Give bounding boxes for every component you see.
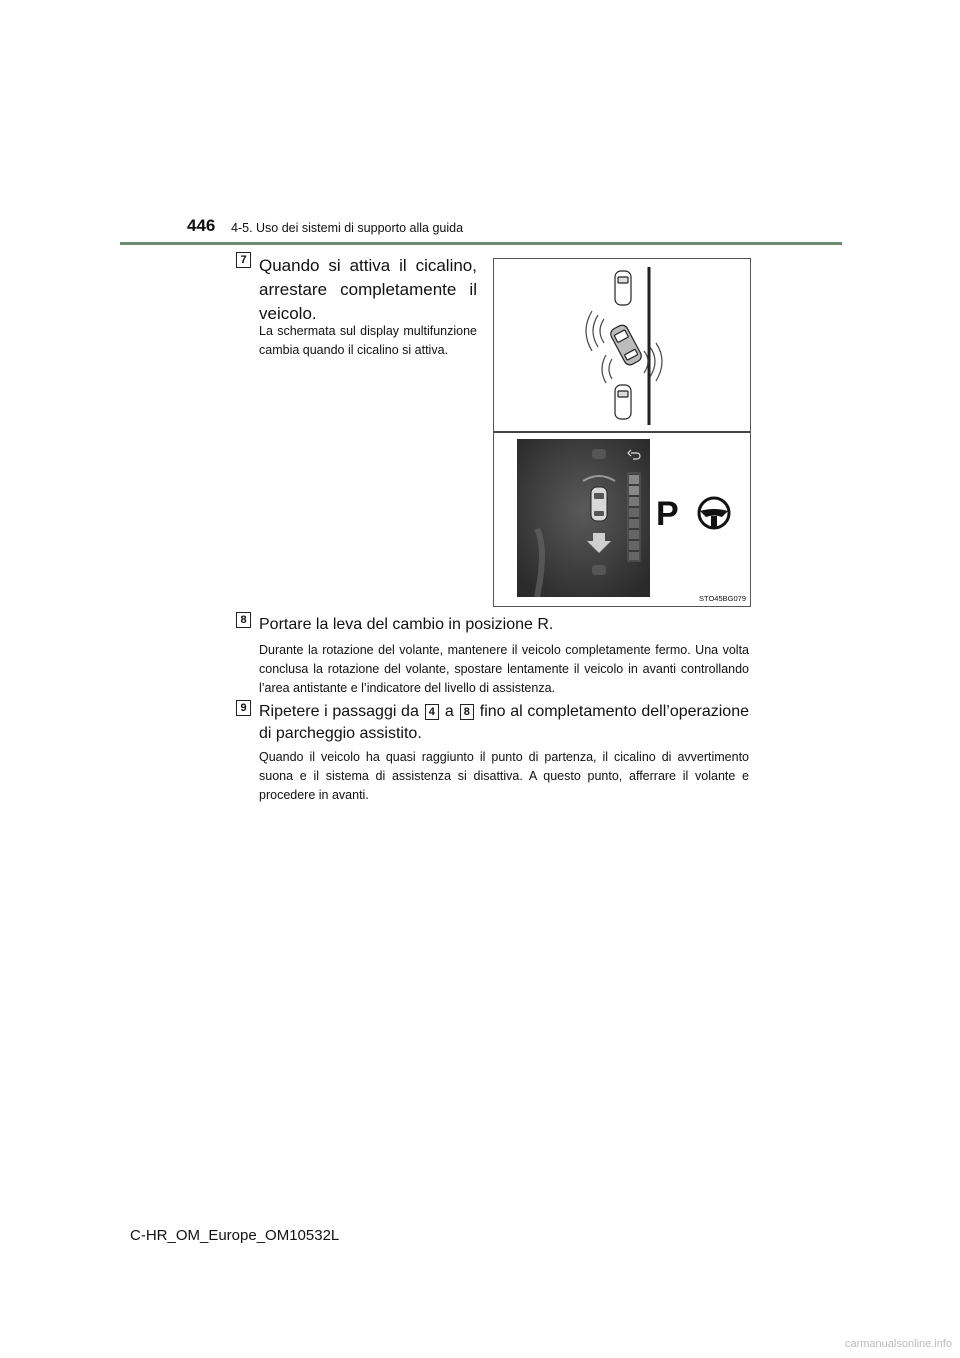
multi-info-display bbox=[517, 439, 650, 597]
heading-part: Ripetere i passaggi da bbox=[259, 703, 419, 720]
step-heading: Portare la leva del cambio in posizione R. bbox=[259, 616, 554, 633]
step-heading: Quando si attiva il cicalino, arrestare completamente il veicolo. bbox=[259, 256, 477, 323]
step-badge: 9 bbox=[236, 700, 251, 716]
section-title: 4-5. Uso dei sistemi di supporto alla guida bbox=[231, 221, 464, 235]
steering-wheel-icon bbox=[699, 498, 729, 528]
car-icon bbox=[609, 271, 644, 419]
document-id: C-HR_OM_Europe_OM10532L bbox=[130, 1227, 340, 1244]
heading-part: fino al completamento dell’operazione di parcheggio assistito. bbox=[259, 703, 749, 742]
park-assist-indicator bbox=[654, 493, 734, 533]
step-body: Quando il veicolo ha quasi raggiunto il punto di partenza, il cicalino di avvertimento suona e il sistema di assistenza si disattiva. A questo punto, afferrare il volante e procedere in avanti. bbox=[259, 750, 749, 802]
car-icon bbox=[591, 487, 607, 521]
step-badge: 8 bbox=[236, 612, 251, 628]
park-letter: P bbox=[656, 495, 679, 533]
heading-part: a bbox=[444, 703, 454, 720]
step-ref-badge: 4 bbox=[425, 704, 439, 720]
page-number: 446 bbox=[187, 216, 216, 235]
parking-maneuver-diagram bbox=[494, 259, 750, 431]
header-rule bbox=[120, 242, 842, 245]
step-badge: 7 bbox=[236, 252, 251, 268]
figure-divider bbox=[494, 431, 750, 433]
step-body: Durante la rotazione del volante, mantenere il veicolo completamente fermo. Una volta conclusa la rotazione del volante, spostare lentamente il veicolo in avanti controllando l’area antistante e l’indicatore del livello di assistenza. bbox=[259, 643, 749, 695]
step-ref-badge: 8 bbox=[460, 704, 474, 720]
step-heading bbox=[259, 701, 749, 745]
assist-level-gauge bbox=[628, 473, 640, 561]
figure-code: STO45BG079 bbox=[699, 594, 746, 603]
parking-illustration bbox=[493, 258, 751, 607]
step-body: La schermata sul display multifunzione cambia quando il cicalino si attiva. bbox=[259, 324, 477, 357]
watermark: carmanualsonline.info bbox=[844, 1338, 952, 1350]
